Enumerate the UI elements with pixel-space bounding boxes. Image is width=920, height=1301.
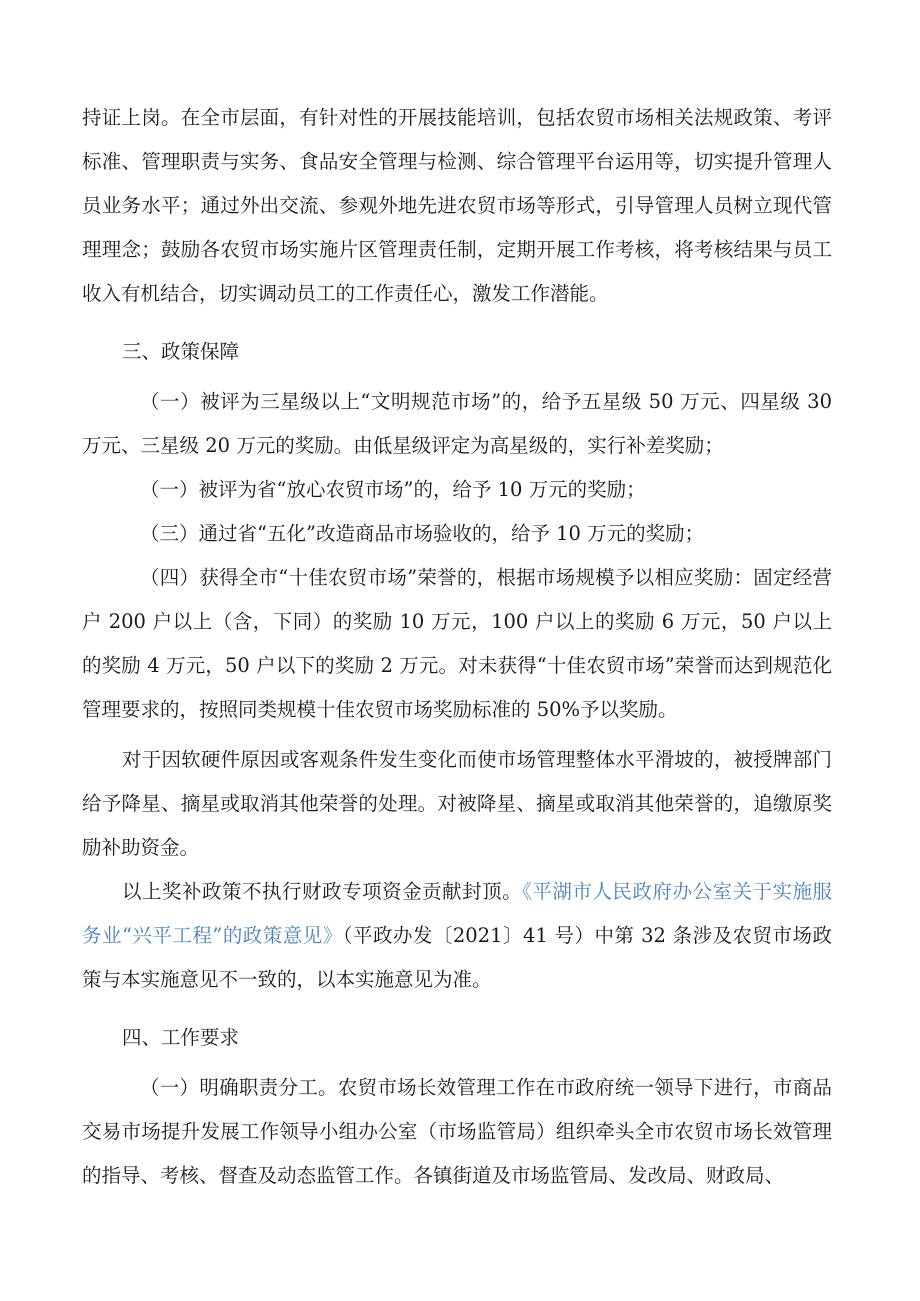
policy-document-link[interactable]: 《平湖市人民政府办公室关于实施服务业“兴平工程”的政策意见》 bbox=[82, 880, 832, 947]
paragraph-policy-1: （一）被评为三星级以上“文明规范市场”的，给予五星级 50 万元、四星级 30 万元、三星级 20 万元的奖励。由低星级评定为高星级的，实行补差奖励； bbox=[82, 390, 832, 457]
paragraph-policy-4: （四）获得全市“十佳农贸市场”荣誉的，根据市场规模予以相应奖励：固定经营户 200 户以上（含，下同）的奖励 10 万元，100 户以上的奖励 6 万元，50 户以上的奖励 4 万元，50 户以下的奖励 2 万元。对未获得“十佳农贸市场”荣誉而达到规范化管理要求的，按照同类规模十佳农贸市场奖励标准的 50%予以奖励。 bbox=[82, 566, 832, 721]
paragraph-subsidy-cap bbox=[82, 870, 832, 1002]
paragraph-policy-2: （一）被评为省“放心农贸市场”的，给予 10 万元的奖励； bbox=[140, 478, 646, 501]
section-heading-policy: 三、政策保障 bbox=[122, 340, 240, 363]
paragraph-responsibilities: （一）明确职责分工。农贸市场长效管理工作在市政府统一领导下进行，市商品交易市场提升发展工作领导小组办公室（市场监管局）组织牵头全市农贸市场长效管理的指导、考核、督查及动态监管工作。各镇街道及市场监管局、发改局、财政局、 bbox=[82, 1076, 832, 1187]
subsidy-cap-text-2: （平政办发〔2021〕41 号）中第 32 条涉及农贸市场政策与本实施意见不一致的，以本实施意见为准。 bbox=[82, 924, 832, 991]
paragraph-policy-3: （三）通过省“五化”改造商品市场验收的，给予 10 万元的奖励； bbox=[140, 522, 705, 545]
paragraph-demotion: 对于因软硬件原因或客观条件发生变化而使市场管理整体水平滑坡的，被授牌部门给予降星、摘星或取消其他荣誉的处理。对被降星、摘星或取消其他荣誉的，追缴原奖励补助资金。 bbox=[82, 748, 832, 859]
paragraph-training: 持证上岗。在全市层面，有针对性的开展技能培训，包括农贸市场相关法规政策、考评标准、管理职责与实务、食品安全管理与检测、综合管理平台运用等，切实提升管理人员业务水平；通过外出交流、参观外地先进农贸市场等形式，引导管理人员树立现代管理理念；鼓励各农贸市场实施片区管理责任制，定期开展工作考核，将考核结果与员工收入有机结合，切实调动员工的工作责任心，激发工作潜能。 bbox=[82, 106, 832, 305]
section-heading-requirements: 四、工作要求 bbox=[122, 1026, 240, 1049]
subsidy-cap-text: 以上奖补政策不执行财政专项资金贡献封顶。 bbox=[122, 880, 523, 903]
